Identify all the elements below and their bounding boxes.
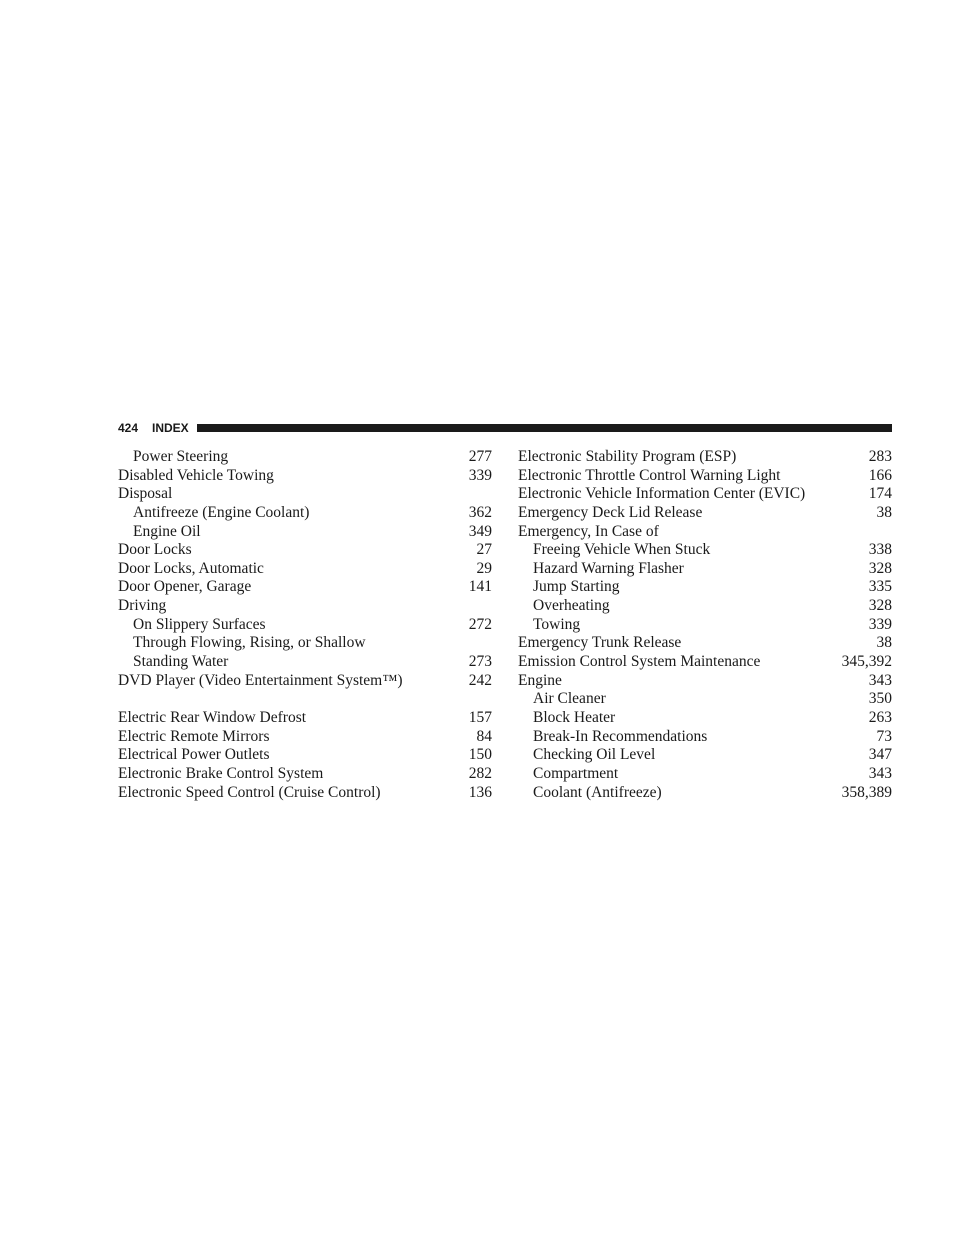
index-subentry <box>118 504 492 523</box>
index-entry <box>518 653 892 672</box>
entry-page-ref: 29 <box>471 560 493 579</box>
entry-page-ref: 362 <box>463 504 492 523</box>
entry-page-ref: 343 <box>863 672 892 691</box>
index-entry <box>118 784 492 803</box>
entry-term: Electric Rear Window Defrost <box>118 709 312 728</box>
entry-term: Freeing Vehicle When Stuck <box>533 541 716 560</box>
entry-term: Electronic Throttle Control Warning Light <box>518 467 787 486</box>
entry-page-ref: 38 <box>871 504 893 523</box>
entry-page-ref: 283 <box>863 448 892 467</box>
index-subentry <box>518 765 892 784</box>
index-entry <box>118 560 492 579</box>
entry-term: Door Locks, Automatic <box>118 560 270 579</box>
entry-page-ref: 339 <box>463 467 492 486</box>
section-title: INDEX <box>152 421 189 435</box>
index-subentry <box>518 784 892 803</box>
entry-page-ref: 349 <box>463 523 492 542</box>
entry-page-ref: 277 <box>463 448 492 467</box>
index-subentry <box>518 616 892 635</box>
entry-term: Disabled Vehicle Towing <box>118 467 280 486</box>
entry-term: Engine Oil <box>133 523 207 542</box>
header-rule <box>197 424 892 432</box>
index-subentry <box>518 541 892 560</box>
entry-page-ref: 328 <box>863 560 892 579</box>
entry-term: Emergency, In Case of <box>518 523 665 542</box>
entry-page-ref: 157 <box>463 709 492 728</box>
index-subentry <box>118 448 492 467</box>
index-entry <box>118 578 492 597</box>
index-entry <box>118 709 492 728</box>
index-subentry <box>518 690 892 709</box>
index-entry <box>518 448 892 467</box>
entry-page-ref: 339 <box>863 616 892 635</box>
entry-page-ref: 73 <box>871 728 893 747</box>
entry-page-ref: 150 <box>463 746 492 765</box>
index-entry <box>518 467 892 486</box>
entry-term: Emergency Deck Lid Release <box>518 504 708 523</box>
entry-term: Electrical Power Outlets <box>118 746 276 765</box>
entry-page-ref: 166 <box>863 467 892 486</box>
index-entry <box>118 541 492 560</box>
index-entry <box>518 485 892 504</box>
entry-page-ref: 343 <box>863 765 892 784</box>
entry-page-ref: 141 <box>463 578 492 597</box>
index-entry <box>118 746 492 765</box>
entry-term: Electronic Speed Control (Cruise Control) <box>118 784 387 803</box>
entry-page-ref: 345,392 <box>836 653 892 672</box>
index-entry <box>518 523 892 542</box>
index-entry <box>118 597 492 616</box>
entry-page-ref: 350 <box>863 690 892 709</box>
entry-term: Overheating <box>533 597 616 616</box>
entry-page-ref: 84 <box>471 728 493 747</box>
index-subentry <box>118 523 492 542</box>
entry-term: Antifreeze (Engine Coolant) <box>133 504 315 523</box>
entry-page-ref: 338 <box>863 541 892 560</box>
index-entry <box>118 485 492 504</box>
entry-term: Hazard Warning Flasher <box>533 560 690 579</box>
index-entry <box>518 672 892 691</box>
entry-term: Block Heater <box>533 709 621 728</box>
index-subentry <box>118 653 492 672</box>
entry-page-ref: 282 <box>463 765 492 784</box>
entry-page-ref: 272 <box>463 616 492 635</box>
entry-term: DVD Player (Video Entertainment System™) <box>118 672 409 691</box>
index-column-right <box>518 448 892 802</box>
index-entry <box>518 504 892 523</box>
entry-term: Break-In Recommendations <box>533 728 713 747</box>
entry-term: Electronic Brake Control System <box>118 765 329 784</box>
index-column-left <box>118 448 492 802</box>
index-subentry <box>518 578 892 597</box>
entry-term: Power Steering <box>133 448 234 467</box>
entry-term: Compartment <box>533 765 624 784</box>
index-spacer <box>118 690 492 709</box>
entry-term: Door Locks <box>118 541 198 560</box>
entry-page-ref: 136 <box>463 784 492 803</box>
index-subentry <box>518 597 892 616</box>
entry-page-ref: 328 <box>863 597 892 616</box>
entry-page-ref: 174 <box>863 485 892 504</box>
index-entry <box>118 728 492 747</box>
entry-term: Engine <box>518 672 568 691</box>
entry-page-ref: 263 <box>863 709 892 728</box>
entry-term: Electronic Stability Program (ESP) <box>518 448 742 467</box>
index-entry <box>118 672 492 691</box>
entry-term: Driving <box>118 597 172 616</box>
entry-term: Emission Control System Maintenance <box>518 653 766 672</box>
entry-term: Electronic Vehicle Information Center (EVIC) <box>518 485 811 504</box>
entry-page-ref: 242 <box>463 672 492 691</box>
entry-term: Checking Oil Level <box>533 746 661 765</box>
entry-term: Coolant (Antifreeze) <box>533 784 668 803</box>
page-header <box>118 421 892 435</box>
entry-page-ref: 335 <box>863 578 892 597</box>
index-subentry <box>518 709 892 728</box>
index-entry <box>518 634 892 653</box>
index-subentry <box>118 616 492 635</box>
index-entry <box>118 467 492 486</box>
entry-page-ref: 27 <box>471 541 493 560</box>
entry-page-ref: 38 <box>871 634 893 653</box>
index-subentry <box>118 634 492 653</box>
entry-page-ref: 273 <box>463 653 492 672</box>
entry-term: Jump Starting <box>533 578 626 597</box>
entry-term: Through Flowing, Rising, or Shallow <box>133 634 372 653</box>
index-entry <box>118 765 492 784</box>
entry-page-ref: 358,389 <box>836 784 892 803</box>
entry-term: On Slippery Surfaces <box>133 616 272 635</box>
page-number: 424 <box>118 421 139 435</box>
index-subentry <box>518 728 892 747</box>
entry-term: Door Opener, Garage <box>118 578 257 597</box>
entry-term: Emergency Trunk Release <box>518 634 687 653</box>
index-subentry <box>518 746 892 765</box>
entry-term: Towing <box>533 616 586 635</box>
entry-term: Electric Remote Mirrors <box>118 728 276 747</box>
entry-term: Disposal <box>118 485 178 504</box>
entry-term: Air Cleaner <box>533 690 612 709</box>
index-subentry <box>518 560 892 579</box>
entry-page-ref: 347 <box>863 746 892 765</box>
entry-term: Standing Water <box>133 653 234 672</box>
